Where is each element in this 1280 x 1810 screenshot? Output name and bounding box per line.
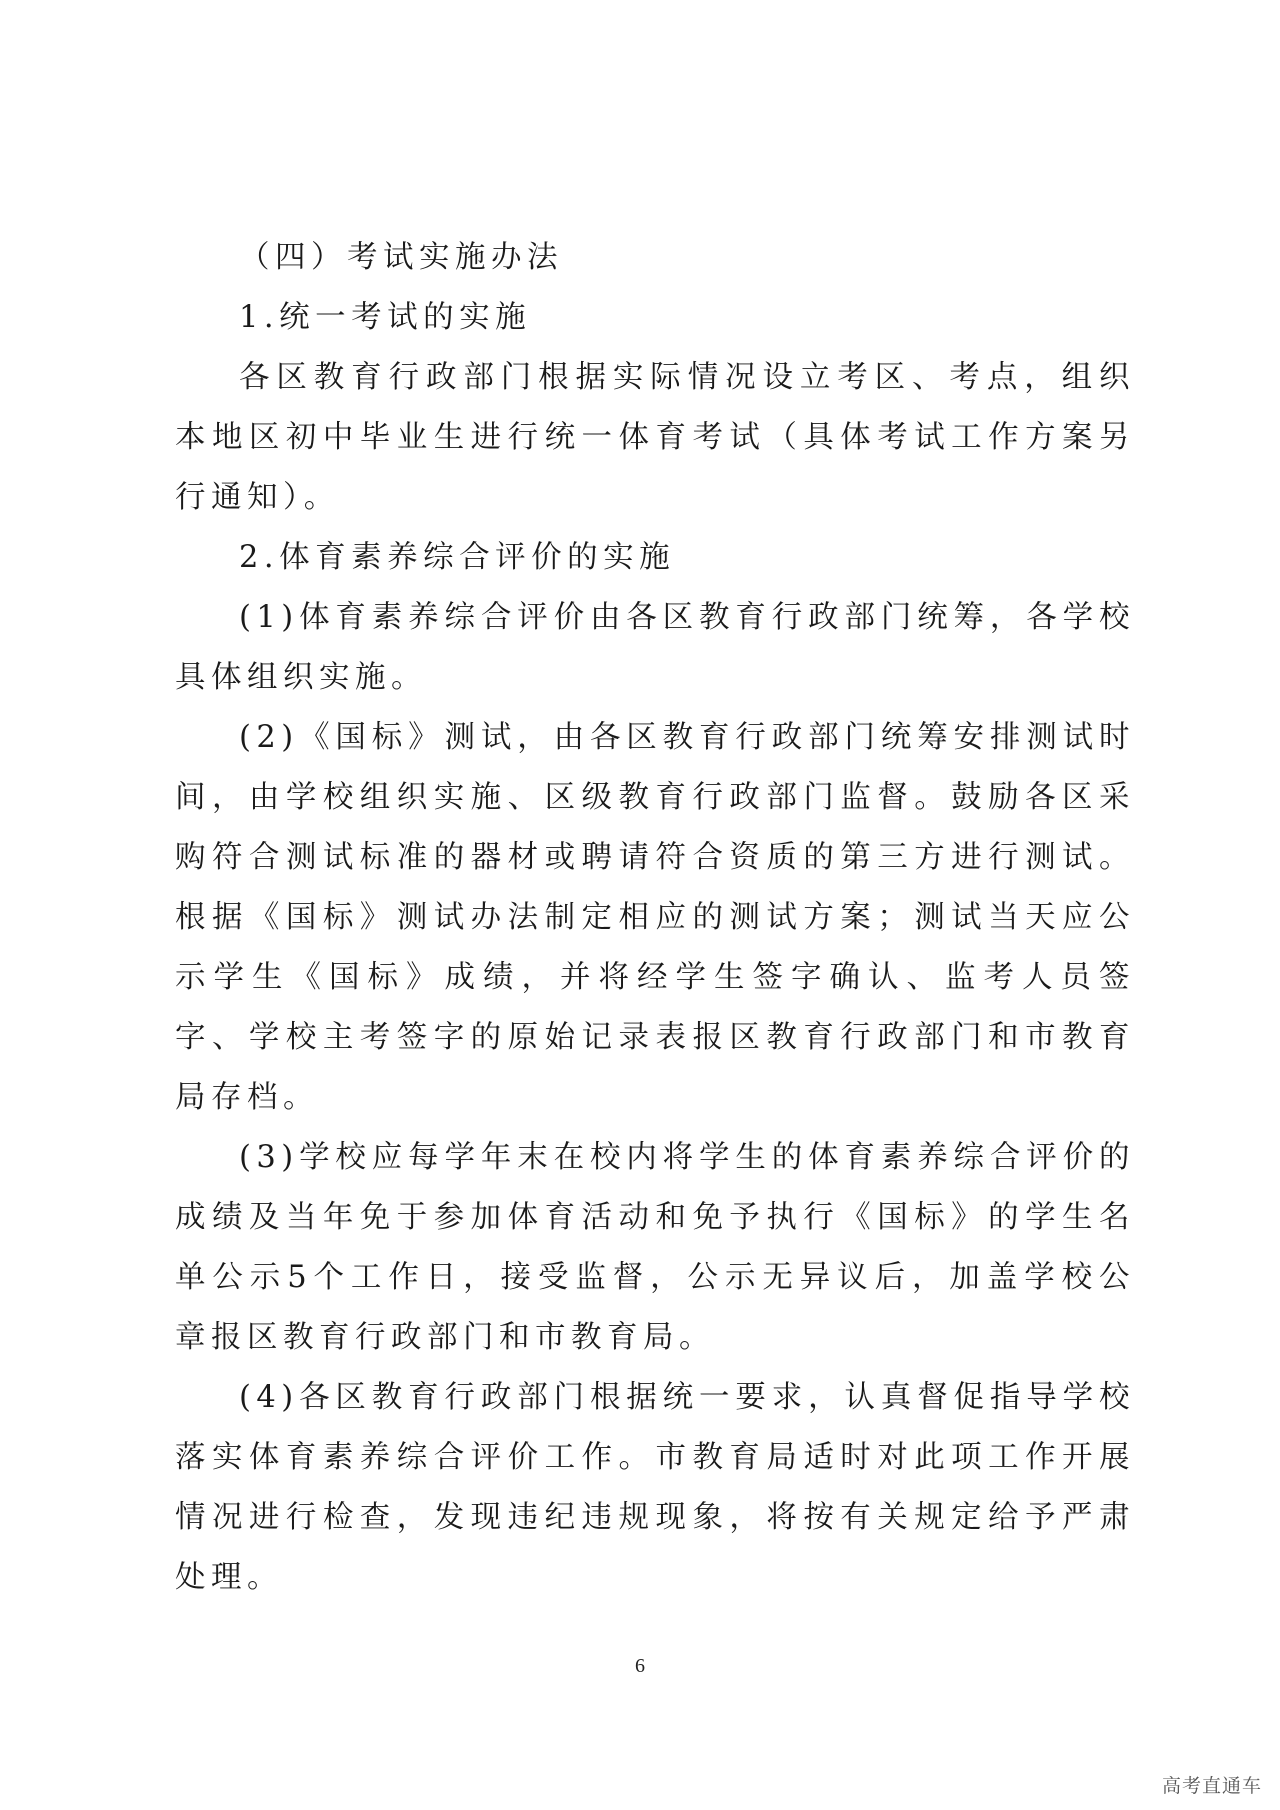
paragraph-item-1: (1)体育素养综合评价由各区教育行政部门统筹，各学校具体组织实施。 [175, 600, 1135, 695]
paragraph-item-4: (4)各区教育行政部门根据统一要求，认真督促指导学校落实体育素养综合评价工作。市教育局适时对此项工作开展情况进行检查，发现违纪违规现象，将按有关规定给予严肃处理。 [175, 1380, 1135, 1595]
section-heading: （四）考试实施办法 [239, 240, 563, 275]
watermark-text: 高考直通车 [1161, 1775, 1262, 1797]
paragraph-item-3: (3)学校应每学年末在校内将学生的体育素养综合评价的成绩及当年免于参加体育活动和免予执行《国标》的学生名单公示5个工作日，接受监督，公示无异议后，加盖学校公章报区教育行政部门和市教育局。 [175, 1140, 1135, 1355]
subsection-heading-2: 2.体育素养综合评价的实施 [239, 540, 676, 575]
page-number: 6 [635, 1655, 645, 1677]
paragraph-unified-exam: 各区教育行政部门根据实际情况设立考区、考点，组织本地区初中毕业生进行统一体育考试（具体考试工作方案另行通知）。 [175, 360, 1135, 515]
paragraph-item-2: (2)《国标》测试，由各区教育行政部门统筹安排测试时间，由学校组织实施、区级教育行政部门监督。鼓励各区采购符合测试标准的器材或聘请符合资质的第三方进行测试。根据《国标》测试办法制定相应的测试方案；测试当天应公示学生《国标》成绩，并将经学生签字确认、监考人员签字、学校主考签字的原始记录表报区教育行政部门和市教育局存档。 [175, 720, 1135, 1115]
document-body [175, 228, 1135, 1608]
subsection-heading-1: 1.统一考试的实施 [239, 300, 532, 335]
